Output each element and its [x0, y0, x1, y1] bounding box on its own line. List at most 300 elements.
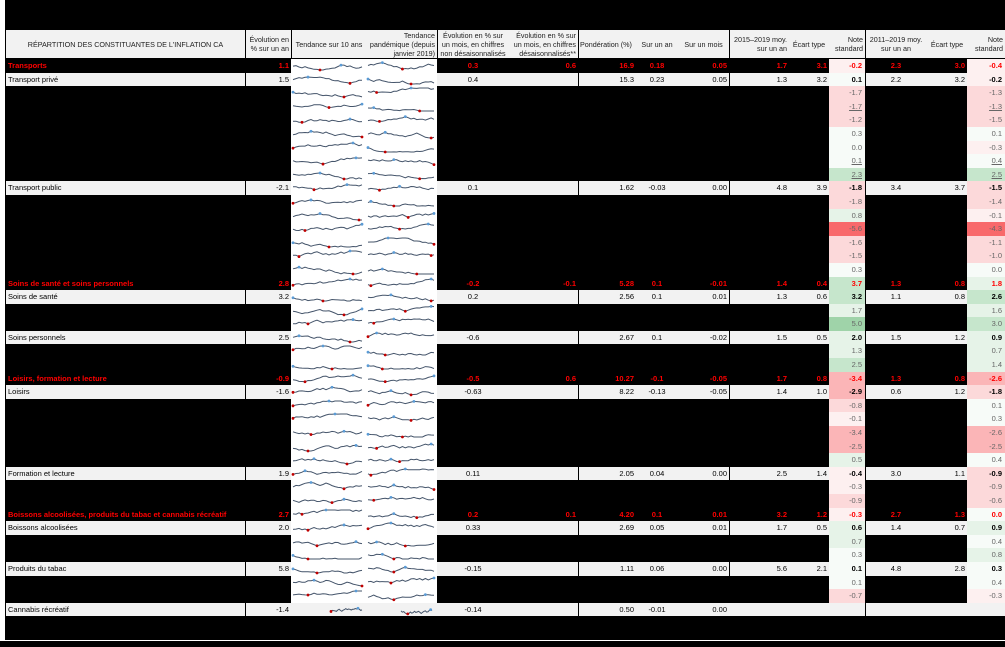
cell-a1: 1.7: [776, 523, 787, 533]
cell-sa: 0.6: [565, 61, 576, 70]
zscore-1-cell: -0.8: [829, 399, 865, 413]
trend-10y-sparkline: [291, 195, 364, 208]
cell-sa: [509, 73, 578, 87]
header-sd-2: Écart type: [930, 39, 964, 49]
trend-pandemic-sparkline: [366, 100, 436, 113]
zscore-1-cell: -1.8: [829, 181, 865, 195]
zscore-2-cell: 0.1: [967, 127, 1005, 141]
cell-cy: 0.23: [649, 74, 665, 84]
sparkline-cell: [291, 412, 437, 426]
header-trend-pandemic: Tendance pandémique (depuis janvier 2019): [369, 30, 435, 58]
cell-a2: 1.3: [890, 373, 902, 383]
trend-pandemic-sparkline: [366, 385, 436, 398]
sub-row: [6, 453, 1005, 467]
header-weight: Pondération (%): [580, 39, 632, 49]
trend-10y-sparkline: [291, 263, 364, 276]
header-contrib-mom: Sur un mois: [684, 39, 723, 49]
trend-10y-sparkline: [291, 576, 364, 589]
header-mom-sa: Évolution en % sur un mois, en chiffres désaisonnalisés**: [513, 30, 576, 58]
sparkline-cell: [291, 589, 437, 603]
zscore-1-cell: 0.1: [829, 154, 865, 168]
zscore-1-cell: -3.4: [829, 372, 865, 386]
cell-yoy: 3.2: [278, 292, 289, 302]
cell-s2: 1.1: [954, 468, 965, 478]
sparkline-cell: [291, 263, 437, 277]
trend-10y-sparkline: [291, 344, 364, 357]
zscore-2-cell: -2.5: [967, 440, 1005, 454]
zscore-1-cell: 0.3: [829, 127, 865, 141]
trend-pandemic-sparkline: [366, 467, 436, 480]
sparkline-cell: [291, 290, 437, 304]
cell-yoy: 2.8: [278, 278, 289, 288]
cell-a1: 5.6: [776, 563, 787, 573]
table-body: [6, 59, 1005, 616]
cell-sa: [509, 290, 578, 304]
cell-s1: 0.8: [816, 373, 827, 383]
cell-a1: 4.8: [776, 183, 787, 193]
cell-cy: 0.1: [651, 278, 663, 288]
cell-a2: 2.7: [890, 509, 902, 519]
cell-nsa: -0.5: [466, 373, 480, 383]
zscore-1-cell: -0.3: [829, 480, 865, 494]
trend-pandemic-sparkline: [366, 317, 436, 330]
cell-cy: 0.05: [649, 523, 665, 533]
sub-row: [6, 209, 1005, 223]
zscore-2-cell: 0.9: [967, 521, 1005, 535]
cell-cy: 0.06: [649, 563, 665, 573]
trend-pandemic-sparkline: [366, 290, 436, 303]
zscore-1-cell: -2.5: [829, 440, 865, 454]
zscore-2-cell: -0.9: [967, 480, 1005, 494]
sparkline-cell: [291, 304, 437, 318]
zscore-1-cell: -2.9: [829, 385, 865, 399]
zscore-1-cell: 2.5: [829, 358, 865, 372]
sparkline-cell: [291, 344, 437, 358]
sub-row: [6, 535, 1005, 549]
cell-yoy: -1.6: [276, 387, 289, 397]
sparkline-cell: [291, 86, 437, 100]
cell-yoy: 2.0: [278, 523, 289, 533]
sparkline-cell: [291, 73, 437, 87]
cell-s2: 1.2: [954, 387, 965, 397]
zscore-2-cell: -1.8: [967, 385, 1005, 399]
trend-10y-sparkline: [291, 100, 364, 113]
trend-10y-sparkline: [329, 603, 364, 616]
trend-10y-sparkline: [291, 59, 364, 72]
zscore-2-cell: -1.3: [967, 100, 1005, 114]
trend-pandemic-sparkline: [366, 113, 436, 126]
sparkline-cell: [291, 562, 437, 576]
sparkline-cell: [291, 385, 437, 399]
cell-label: Cannabis récréatif: [8, 604, 69, 614]
cell-cy: -0.1: [650, 373, 664, 383]
header-title: RÉPARTITION DES CONSTITUANTES DE L'INFLATION CA: [27, 39, 224, 49]
cell-cy: 0.1: [651, 332, 663, 342]
zscore-2-cell: 2.5: [967, 168, 1005, 182]
trend-pandemic-sparkline: [366, 440, 436, 453]
cell-w: 8.22: [619, 387, 634, 397]
zscore-2-cell: 0.4: [967, 453, 1005, 467]
sub-row: [6, 548, 1005, 562]
trend-pandemic-sparkline: [366, 412, 436, 425]
trend-10y-sparkline: [291, 249, 364, 262]
cell-s1: 0.5: [816, 332, 827, 342]
cell-cm: -0.05: [709, 387, 727, 397]
trend-10y-sparkline: [291, 494, 364, 507]
cell-a1: 1.7: [776, 61, 787, 70]
sub-row: [6, 236, 1005, 250]
sub-row: [6, 412, 1005, 426]
trend-10y-sparkline: [291, 86, 364, 99]
trend-10y-sparkline: [291, 548, 364, 561]
zscore-1-cell: -1.7: [829, 100, 865, 114]
trend-pandemic-sparkline: [366, 59, 436, 72]
zscore-2-cell: 1.8: [967, 277, 1005, 291]
sparkline-cell: [291, 113, 437, 127]
cell-nsa: -0.14: [464, 604, 482, 614]
cell-sa: [509, 562, 578, 576]
trend-pandemic-sparkline: [366, 372, 436, 385]
cell-yoy: -1.4: [276, 604, 289, 614]
trend-pandemic-sparkline: [366, 480, 436, 493]
trend-pandemic-sparkline: [366, 141, 436, 154]
header-avg-2011-2019: 2011–2019 moy. sur un an: [869, 35, 923, 53]
cell-nsa: -0.6: [466, 332, 480, 342]
sparkline-cell: [291, 195, 437, 209]
cell-s2: 2.8: [954, 563, 965, 573]
header-zscore-1: Note standard: [835, 35, 863, 53]
zscore-1-cell: 0.1: [829, 73, 865, 87]
sparkline-cell: [291, 399, 437, 413]
zscore-1-cell: 0.0: [829, 141, 865, 155]
trend-pandemic-sparkline: [366, 399, 436, 412]
zscore-1-cell: -1.5: [829, 249, 865, 263]
cell-yoy: -2.1: [276, 183, 289, 193]
header-yoy: Évolution en % sur un an: [249, 35, 289, 53]
trend-10y-sparkline: [291, 453, 364, 466]
sub-row: [6, 426, 1005, 440]
zscore-1-cell: 0.8: [829, 209, 865, 223]
cell-cy: 0.1: [651, 292, 663, 302]
cell-nsa: -0.63: [464, 387, 482, 397]
sparkline-cell: [291, 535, 437, 549]
cell-s2: 0.8: [954, 292, 965, 302]
trend-pandemic-sparkline: [366, 589, 436, 602]
sub-row: [6, 141, 1005, 155]
cell-s1: 3.9: [816, 183, 827, 193]
table-row: [6, 521, 1005, 535]
sparkline-cell: [291, 521, 437, 535]
zscore-2-cell: -1.4: [967, 195, 1005, 209]
cell-label: Transport privé: [8, 74, 59, 84]
cell-a2: 1.3: [890, 278, 902, 288]
trend-pandemic-sparkline: [366, 508, 436, 521]
sparkline-cell: [291, 154, 437, 168]
zscore-2-cell: 0.8: [967, 548, 1005, 562]
table-header: [6, 30, 1005, 59]
trend-pandemic-sparkline: [366, 154, 436, 167]
trend-10y-sparkline: [291, 236, 364, 249]
trend-pandemic-sparkline: [366, 426, 436, 439]
cell-s1: 3.2: [816, 74, 827, 84]
cell-s1: 2.1: [816, 563, 827, 573]
cell-w: 16.9: [619, 61, 634, 70]
cell-a1: 1.4: [776, 387, 787, 397]
cell-sa: 0.6: [565, 373, 576, 383]
zscore-2-cell: -0.3: [967, 589, 1005, 603]
cell-a1: 3.2: [776, 509, 787, 519]
cell-cm: -0.01: [709, 278, 727, 288]
sub-row: [6, 168, 1005, 182]
sparkline-cell: [291, 331, 437, 345]
zscore-2-cell: -2.6: [967, 372, 1005, 386]
zscore-2-cell: 0.3: [967, 412, 1005, 426]
zscore-1-cell: 3.7: [829, 277, 865, 291]
zscore-2-cell: -0.2: [967, 73, 1005, 87]
zscore-1-cell: -1.7: [829, 86, 865, 100]
cell-a1: 1.3: [776, 74, 787, 84]
zscore-2-cell: 0.4: [967, 576, 1005, 590]
cell-sa: -0.1: [563, 278, 576, 288]
trend-pandemic-sparkline: [366, 548, 436, 561]
trend-pandemic-sparkline: [366, 236, 436, 249]
cell-label: Boissons alcoolisées: [8, 523, 78, 533]
zscore-2-cell: 0.4: [967, 535, 1005, 549]
cell-nsa: -0.15: [464, 563, 482, 573]
trend-10y-sparkline: [291, 399, 364, 412]
trend-10y-sparkline: [291, 508, 364, 521]
trend-10y-sparkline: [291, 113, 364, 126]
cell-nsa: 0.1: [467, 183, 479, 193]
trend-pandemic-sparkline: [366, 562, 436, 575]
cell-w: 15.3: [619, 74, 634, 84]
table-row: [6, 562, 1005, 576]
sparkline-cell: [291, 127, 437, 141]
sparkline-cell: [291, 100, 437, 114]
cell-s2: 0.8: [954, 278, 965, 288]
bottom-edge: [0, 640, 1005, 641]
cell-s1: 3.1: [816, 61, 827, 70]
section-row: [6, 372, 1005, 386]
cell-yoy: 1.9: [278, 468, 289, 478]
cell-label: Soins de santé: [8, 292, 58, 302]
zscore-2-cell: 0.3: [967, 562, 1005, 576]
cell-w: 2.69: [619, 523, 634, 533]
table-row: [6, 331, 1005, 345]
cell-a2: 2.3: [890, 61, 902, 70]
sub-row: [6, 86, 1005, 100]
cell-cy: 0.18: [649, 61, 665, 70]
trend-pandemic-sparkline: [366, 86, 436, 99]
cell-cy: 0.04: [649, 468, 665, 478]
sub-row: [6, 317, 1005, 331]
cell-sa: 0.1: [565, 509, 576, 519]
left-edge: [0, 0, 5, 640]
table-row: [6, 181, 1005, 195]
zscore-1-cell: -0.3: [829, 508, 865, 522]
sparkline-cell: [291, 426, 437, 440]
cell-yoy: -0.9: [276, 373, 289, 383]
trend-10y-sparkline: [291, 168, 364, 181]
sparkline-cell: [291, 548, 437, 562]
trend-pandemic-sparkline: [366, 73, 436, 86]
inflation-components-table: [6, 30, 1005, 616]
zscore-1-cell: 0.5: [829, 453, 865, 467]
cell-w: 5.28: [619, 278, 634, 288]
zscore-2-cell: 0.9: [967, 331, 1005, 345]
header-sd-1: Écart type: [792, 39, 826, 49]
zscore-2-cell: -0.1: [967, 209, 1005, 223]
sparkline-cell: [291, 209, 437, 223]
cell-yoy: 2.5: [278, 332, 289, 342]
zscore-2-cell: 0.0: [967, 263, 1005, 277]
cell-a2: 2.2: [890, 74, 902, 84]
cell-nsa: -0.2: [466, 278, 480, 288]
sparkline-cell: [291, 508, 437, 522]
cell-label: Transports: [8, 61, 47, 70]
zscore-2-cell: -1.3: [967, 86, 1005, 100]
cell-s2: 0.8: [954, 373, 965, 383]
cell-nsa: 0.2: [467, 509, 479, 519]
zscore-1-cell: 0.6: [829, 521, 865, 535]
cell-yoy: 1.1: [278, 61, 289, 70]
cell-nsa: 0.3: [467, 61, 479, 70]
trend-pandemic-sparkline: [366, 576, 436, 589]
cell-a2: 0.6: [890, 387, 902, 397]
table-row: [6, 467, 1005, 481]
cell-cm: 0.01: [712, 523, 727, 533]
cell-sa: [509, 521, 578, 535]
cell-nsa: 0.11: [465, 468, 481, 478]
trend-10y-sparkline: [291, 480, 364, 493]
trend-pandemic-sparkline: [366, 358, 436, 371]
section-row: [6, 277, 1005, 291]
cell-a1: 2.5: [776, 468, 787, 478]
sparkline-cell: [291, 181, 437, 195]
zscore-1-cell: 0.1: [829, 576, 865, 590]
sub-row: [6, 344, 1005, 358]
zscore-2-cell: -1.5: [967, 113, 1005, 127]
trend-pandemic-sparkline: [366, 249, 436, 262]
header-zscore-2: Note standard: [975, 35, 1003, 53]
trend-10y-sparkline: [291, 412, 364, 425]
trend-10y-sparkline: [291, 290, 364, 303]
sub-row: [6, 222, 1005, 236]
trend-pandemic-sparkline: [366, 222, 436, 235]
trend-10y-sparkline: [291, 181, 364, 194]
cell-a2: 3.0: [890, 468, 902, 478]
zscore-1-cell: 2.3: [829, 168, 865, 182]
table-row: [6, 73, 1005, 87]
zscore-1-cell: -0.4: [829, 467, 865, 481]
sub-row: [6, 127, 1005, 141]
sub-row: [6, 263, 1005, 277]
cell-label: Formation et lecture: [8, 468, 75, 478]
cell-a1: 1.5: [776, 332, 787, 342]
zscore-1-cell: -1.2: [829, 113, 865, 127]
zscore-1-cell: 0.1: [829, 562, 865, 576]
trend-pandemic-sparkline: [366, 521, 436, 534]
trend-pandemic-sparkline: [366, 263, 436, 276]
cell-s1: 0.6: [816, 292, 827, 302]
trend-10y-sparkline: [291, 562, 364, 575]
zscore-2-cell: 0.0: [967, 508, 1005, 522]
cell-cm: 0.05: [712, 61, 727, 70]
cell-cy: -0.01: [648, 604, 666, 614]
zscore-1-cell: -1.6: [829, 236, 865, 250]
trend-10y-sparkline: [291, 304, 364, 317]
trend-pandemic-sparkline: [366, 181, 436, 194]
trend-10y-sparkline: [291, 358, 364, 371]
cell-s1: 1.2: [816, 509, 827, 519]
zscore-1-cell: 2.0: [829, 331, 865, 345]
sparkline-cell: [291, 494, 437, 508]
trend-pandemic-sparkline: [366, 168, 436, 181]
cell-w: 1.62: [619, 183, 634, 193]
trend-10y-sparkline: [291, 589, 364, 602]
trend-pandemic-sparkline: [366, 453, 436, 466]
cell-s1: 1.4: [816, 468, 827, 478]
cell-yoy: 2.7: [278, 509, 289, 519]
trend-10y-sparkline: [291, 426, 364, 439]
cell-s2: 3.0: [954, 61, 965, 70]
trend-pandemic-sparkline: [366, 331, 436, 344]
trend-10y-sparkline: [291, 385, 364, 398]
cell-cm: -0.02: [709, 332, 727, 342]
zscore-1-cell: 3.2: [829, 290, 865, 304]
trend-10y-sparkline: [291, 535, 364, 548]
sparkline-cell: [291, 59, 437, 73]
header-trend-10y: Tendance sur 10 ans: [295, 39, 363, 49]
section-row: [6, 59, 1005, 73]
sub-row: [6, 494, 1005, 508]
cell-s2: 1.2: [954, 332, 965, 342]
table-row: [6, 603, 1005, 617]
trend-10y-sparkline: [291, 222, 364, 235]
trend-10y-sparkline: [291, 127, 364, 140]
cell-w: 1.11: [619, 563, 634, 573]
sparkline-cell: [291, 222, 437, 236]
sub-row: [6, 589, 1005, 603]
zscore-2-cell: -2.6: [967, 426, 1005, 440]
zscore-1-cell: -3.4: [829, 426, 865, 440]
cell-a2: 3.4: [890, 183, 902, 193]
sparkline-cell: [291, 141, 437, 155]
cell-label: Transport public: [8, 183, 62, 193]
table-row: [6, 385, 1005, 399]
trend-pandemic-sparkline: [366, 277, 436, 290]
zscore-2-cell: -1.1: [967, 236, 1005, 250]
sparkline-cell: [291, 168, 437, 182]
zscore-2-cell: 1.6: [967, 304, 1005, 318]
cell-label: Boissons alcoolisées, produits du tabac et cannabis récréatif: [8, 509, 227, 519]
zscore-2-cell: -0.9: [967, 467, 1005, 481]
zscore-1-cell: 5.0: [829, 317, 865, 331]
cell-a1: 1.4: [776, 278, 787, 288]
cell-label: Loisirs: [8, 387, 30, 397]
cell-a2: 1.5: [890, 332, 902, 342]
trend-10y-sparkline: [291, 154, 364, 167]
cell-w: 4.20: [619, 509, 634, 519]
cell-cm: 0.01: [712, 509, 727, 519]
zscore-2-cell: -0.6: [967, 494, 1005, 508]
header-mom-nsa: Évolution en % sur un mois, en chiffres non désaisonnalisés: [440, 30, 506, 58]
cell-sa: [509, 467, 578, 481]
trend-10y-sparkline: [291, 440, 364, 453]
zscore-1-cell: 0.7: [829, 535, 865, 549]
trend-pandemic-sparkline: [366, 535, 436, 548]
cell-sa: [509, 331, 578, 345]
